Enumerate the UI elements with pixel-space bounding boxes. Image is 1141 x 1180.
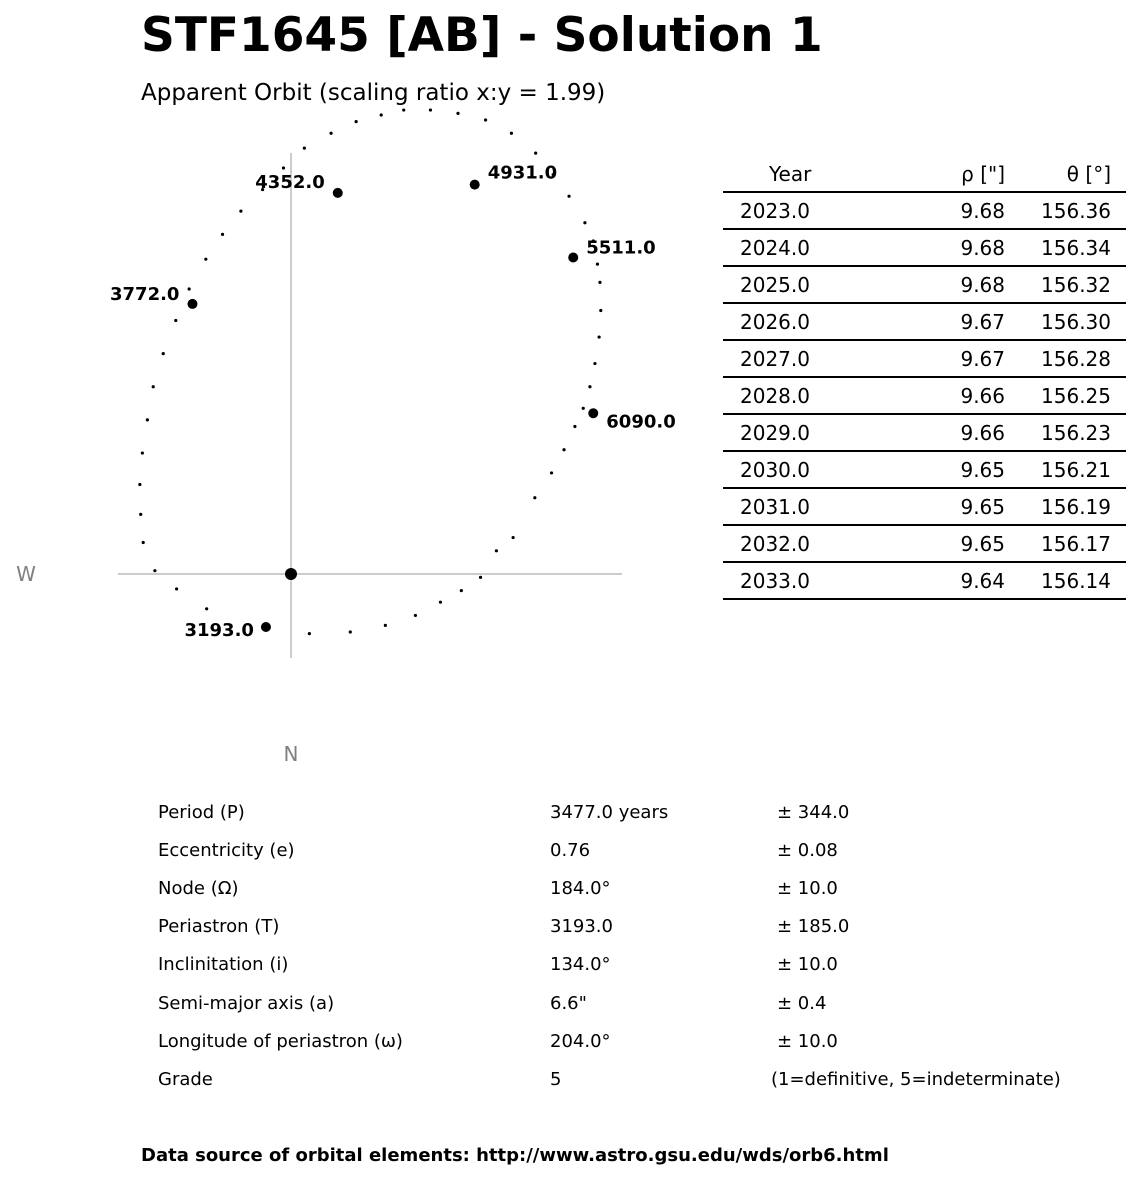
west-label: W bbox=[16, 562, 36, 586]
element-value: 5 bbox=[550, 1068, 562, 1090]
year-cell: 2030.0 bbox=[723, 451, 899, 488]
orbit-point bbox=[221, 233, 224, 236]
orbit-point bbox=[308, 632, 311, 635]
orbit-point bbox=[303, 147, 306, 150]
orbit-point bbox=[550, 471, 553, 474]
orbit-point bbox=[588, 385, 591, 388]
orbit-point bbox=[593, 362, 596, 365]
page-title: STF1645 [AB] - Solution 1 bbox=[141, 8, 823, 63]
orbit-point bbox=[282, 166, 285, 169]
element-row bbox=[150, 1022, 1067, 1060]
orbit-point bbox=[510, 132, 513, 135]
orbit-point bbox=[598, 335, 601, 338]
orbit-point bbox=[573, 425, 576, 428]
element-error: ± 344.0 bbox=[777, 801, 850, 823]
epoch-label: 6090.0 bbox=[606, 411, 676, 433]
orbit-point bbox=[512, 536, 515, 539]
theta-cell: 156.23 bbox=[1005, 414, 1126, 451]
table-row bbox=[723, 488, 1126, 525]
element-value: 0.76 bbox=[550, 839, 591, 861]
theta-cell: 156.14 bbox=[1005, 562, 1126, 599]
data-source-footer: Data source of orbital elements: http://www.astro.gsu.edu/wds/orb6.html bbox=[141, 1145, 889, 1166]
theta-cell: 156.21 bbox=[1005, 451, 1126, 488]
theta-cell: 156.19 bbox=[1005, 488, 1126, 525]
table-row bbox=[723, 377, 1126, 414]
orbit-point bbox=[460, 589, 463, 592]
orbit-point bbox=[174, 319, 177, 322]
epoch-marker bbox=[261, 622, 271, 632]
orbit-point bbox=[175, 587, 178, 590]
orbit-chart bbox=[0, 0, 700, 790]
theta-cell: 156.28 bbox=[1005, 340, 1126, 377]
element-value: 184.0° bbox=[550, 877, 611, 899]
element-row bbox=[150, 946, 1067, 984]
element-name: Semi-major axis (a) bbox=[158, 992, 335, 1014]
orbit-point bbox=[495, 549, 498, 552]
element-value: 134.0° bbox=[550, 954, 611, 976]
element-row bbox=[150, 869, 1067, 907]
element-error: ± 0.08 bbox=[777, 839, 838, 861]
element-row bbox=[150, 1060, 1067, 1098]
epoch-label: 3193.0 bbox=[184, 620, 254, 642]
orbit-point bbox=[534, 152, 537, 155]
ephemeris-header-rho: ρ ["] bbox=[899, 156, 1005, 192]
table-row bbox=[723, 414, 1126, 451]
ephemeris-header-row bbox=[723, 156, 1126, 192]
theta-cell: 156.36 bbox=[1005, 192, 1126, 229]
year-cell: 2025.0 bbox=[723, 266, 899, 303]
orbit-point bbox=[355, 120, 358, 123]
rho-cell: 9.64 bbox=[899, 562, 1005, 599]
rho-cell: 9.67 bbox=[899, 340, 1005, 377]
orbit-dots bbox=[138, 108, 602, 635]
table-row bbox=[723, 451, 1126, 488]
ephemeris-header-theta: θ [°] bbox=[1005, 156, 1126, 192]
rho-cell: 9.67 bbox=[899, 303, 1005, 340]
year-cell: 2029.0 bbox=[723, 414, 899, 451]
rho-cell: 9.66 bbox=[899, 377, 1005, 414]
orbit-point bbox=[152, 385, 155, 388]
year-cell: 2032.0 bbox=[723, 525, 899, 562]
orbit-point bbox=[414, 614, 417, 617]
orbit-point bbox=[329, 132, 332, 135]
element-value: 3477.0 years bbox=[550, 801, 669, 823]
primary-star-marker bbox=[285, 568, 297, 580]
orbit-point bbox=[380, 113, 383, 116]
orbital-elements-table bbox=[150, 793, 1067, 1099]
element-error: (1=definitive, 5=indeterminate) bbox=[771, 1068, 1061, 1090]
element-error: ± 10.0 bbox=[777, 1030, 838, 1052]
orbit-point bbox=[583, 221, 586, 224]
orbit-point bbox=[141, 451, 144, 454]
year-cell: 2026.0 bbox=[723, 303, 899, 340]
theta-cell: 156.32 bbox=[1005, 266, 1126, 303]
table-row bbox=[723, 192, 1126, 229]
year-cell: 2027.0 bbox=[723, 340, 899, 377]
orbit-point bbox=[567, 195, 570, 198]
table-row bbox=[723, 525, 1126, 562]
orbit-point bbox=[139, 513, 142, 516]
table-row bbox=[723, 303, 1126, 340]
rho-cell: 9.66 bbox=[899, 414, 1005, 451]
theta-cell: 156.25 bbox=[1005, 377, 1126, 414]
epoch-marker bbox=[568, 253, 578, 263]
theta-cell: 156.34 bbox=[1005, 229, 1126, 266]
ephemeris-table bbox=[723, 156, 1126, 600]
year-cell: 2028.0 bbox=[723, 377, 899, 414]
ephemeris-header-year: Year bbox=[723, 156, 899, 192]
theta-cell: 156.30 bbox=[1005, 303, 1126, 340]
orbit-point bbox=[599, 309, 602, 312]
orbit-point bbox=[429, 108, 432, 111]
orbit-point bbox=[146, 418, 149, 421]
element-value: 6.6" bbox=[550, 992, 587, 1014]
element-value: 204.0° bbox=[550, 1030, 611, 1052]
orbit-point bbox=[239, 210, 242, 213]
epoch-label: 4352.0 bbox=[255, 171, 325, 193]
element-name: Period (P) bbox=[158, 801, 245, 823]
element-name: Periastron (T) bbox=[158, 916, 280, 938]
epoch-label: 3772.0 bbox=[110, 283, 180, 305]
orbit-point bbox=[142, 541, 145, 544]
element-row bbox=[150, 831, 1067, 869]
orbit-point bbox=[384, 624, 387, 627]
orbit-point bbox=[533, 496, 536, 499]
orbit-marks bbox=[110, 163, 676, 641]
orbit-point bbox=[582, 407, 585, 410]
epoch-marker bbox=[187, 299, 197, 309]
page-subtitle: Apparent Orbit (scaling ratio x:y = 1.99) bbox=[141, 80, 606, 106]
element-name: Eccentricity (e) bbox=[158, 839, 295, 861]
orbit-point bbox=[562, 448, 565, 451]
orbit-point bbox=[153, 569, 156, 572]
orbit-point bbox=[188, 287, 191, 290]
rho-cell: 9.68 bbox=[899, 192, 1005, 229]
orbit-point bbox=[205, 607, 208, 610]
element-row bbox=[150, 908, 1067, 946]
north-label: N bbox=[283, 742, 299, 766]
table-row bbox=[723, 562, 1126, 599]
epoch-label: 5511.0 bbox=[586, 237, 656, 259]
orbit-point bbox=[402, 108, 405, 111]
element-value: 3193.0 bbox=[550, 916, 613, 938]
orbit-point bbox=[138, 483, 141, 486]
rho-cell: 9.68 bbox=[899, 266, 1005, 303]
orbit-point bbox=[162, 352, 165, 355]
orbit-point bbox=[439, 601, 442, 604]
orbit-point bbox=[484, 118, 487, 121]
year-cell: 2031.0 bbox=[723, 488, 899, 525]
orbit-point bbox=[204, 258, 207, 261]
orbit-point bbox=[596, 263, 599, 266]
element-name: Node (Ω) bbox=[158, 877, 239, 899]
orbit-point bbox=[456, 112, 459, 115]
element-row bbox=[150, 793, 1067, 831]
table-row bbox=[723, 266, 1126, 303]
epoch-marker bbox=[588, 408, 598, 418]
epoch-marker bbox=[333, 188, 343, 198]
rho-cell: 9.65 bbox=[899, 451, 1005, 488]
rho-cell: 9.65 bbox=[899, 525, 1005, 562]
rho-cell: 9.65 bbox=[899, 488, 1005, 525]
orbit-point bbox=[349, 630, 352, 633]
year-cell: 2033.0 bbox=[723, 562, 899, 599]
table-row bbox=[723, 229, 1126, 266]
element-name: Grade bbox=[158, 1068, 213, 1090]
element-error: ± 10.0 bbox=[777, 877, 838, 899]
orbit-point bbox=[598, 281, 601, 284]
year-cell: 2023.0 bbox=[723, 192, 899, 229]
element-row bbox=[150, 984, 1067, 1022]
theta-cell: 156.17 bbox=[1005, 525, 1126, 562]
table-row bbox=[723, 340, 1126, 377]
orbit-point bbox=[479, 576, 482, 579]
element-error: ± 10.0 bbox=[777, 954, 838, 976]
year-cell: 2024.0 bbox=[723, 229, 899, 266]
element-error: ± 0.4 bbox=[777, 992, 827, 1014]
element-error: ± 185.0 bbox=[777, 916, 850, 938]
epoch-marker bbox=[470, 180, 480, 190]
rho-cell: 9.68 bbox=[899, 229, 1005, 266]
epoch-label: 4931.0 bbox=[487, 162, 558, 184]
element-name: Inclinitation (i) bbox=[158, 954, 289, 976]
element-name: Longitude of periastron (ω) bbox=[158, 1030, 403, 1052]
